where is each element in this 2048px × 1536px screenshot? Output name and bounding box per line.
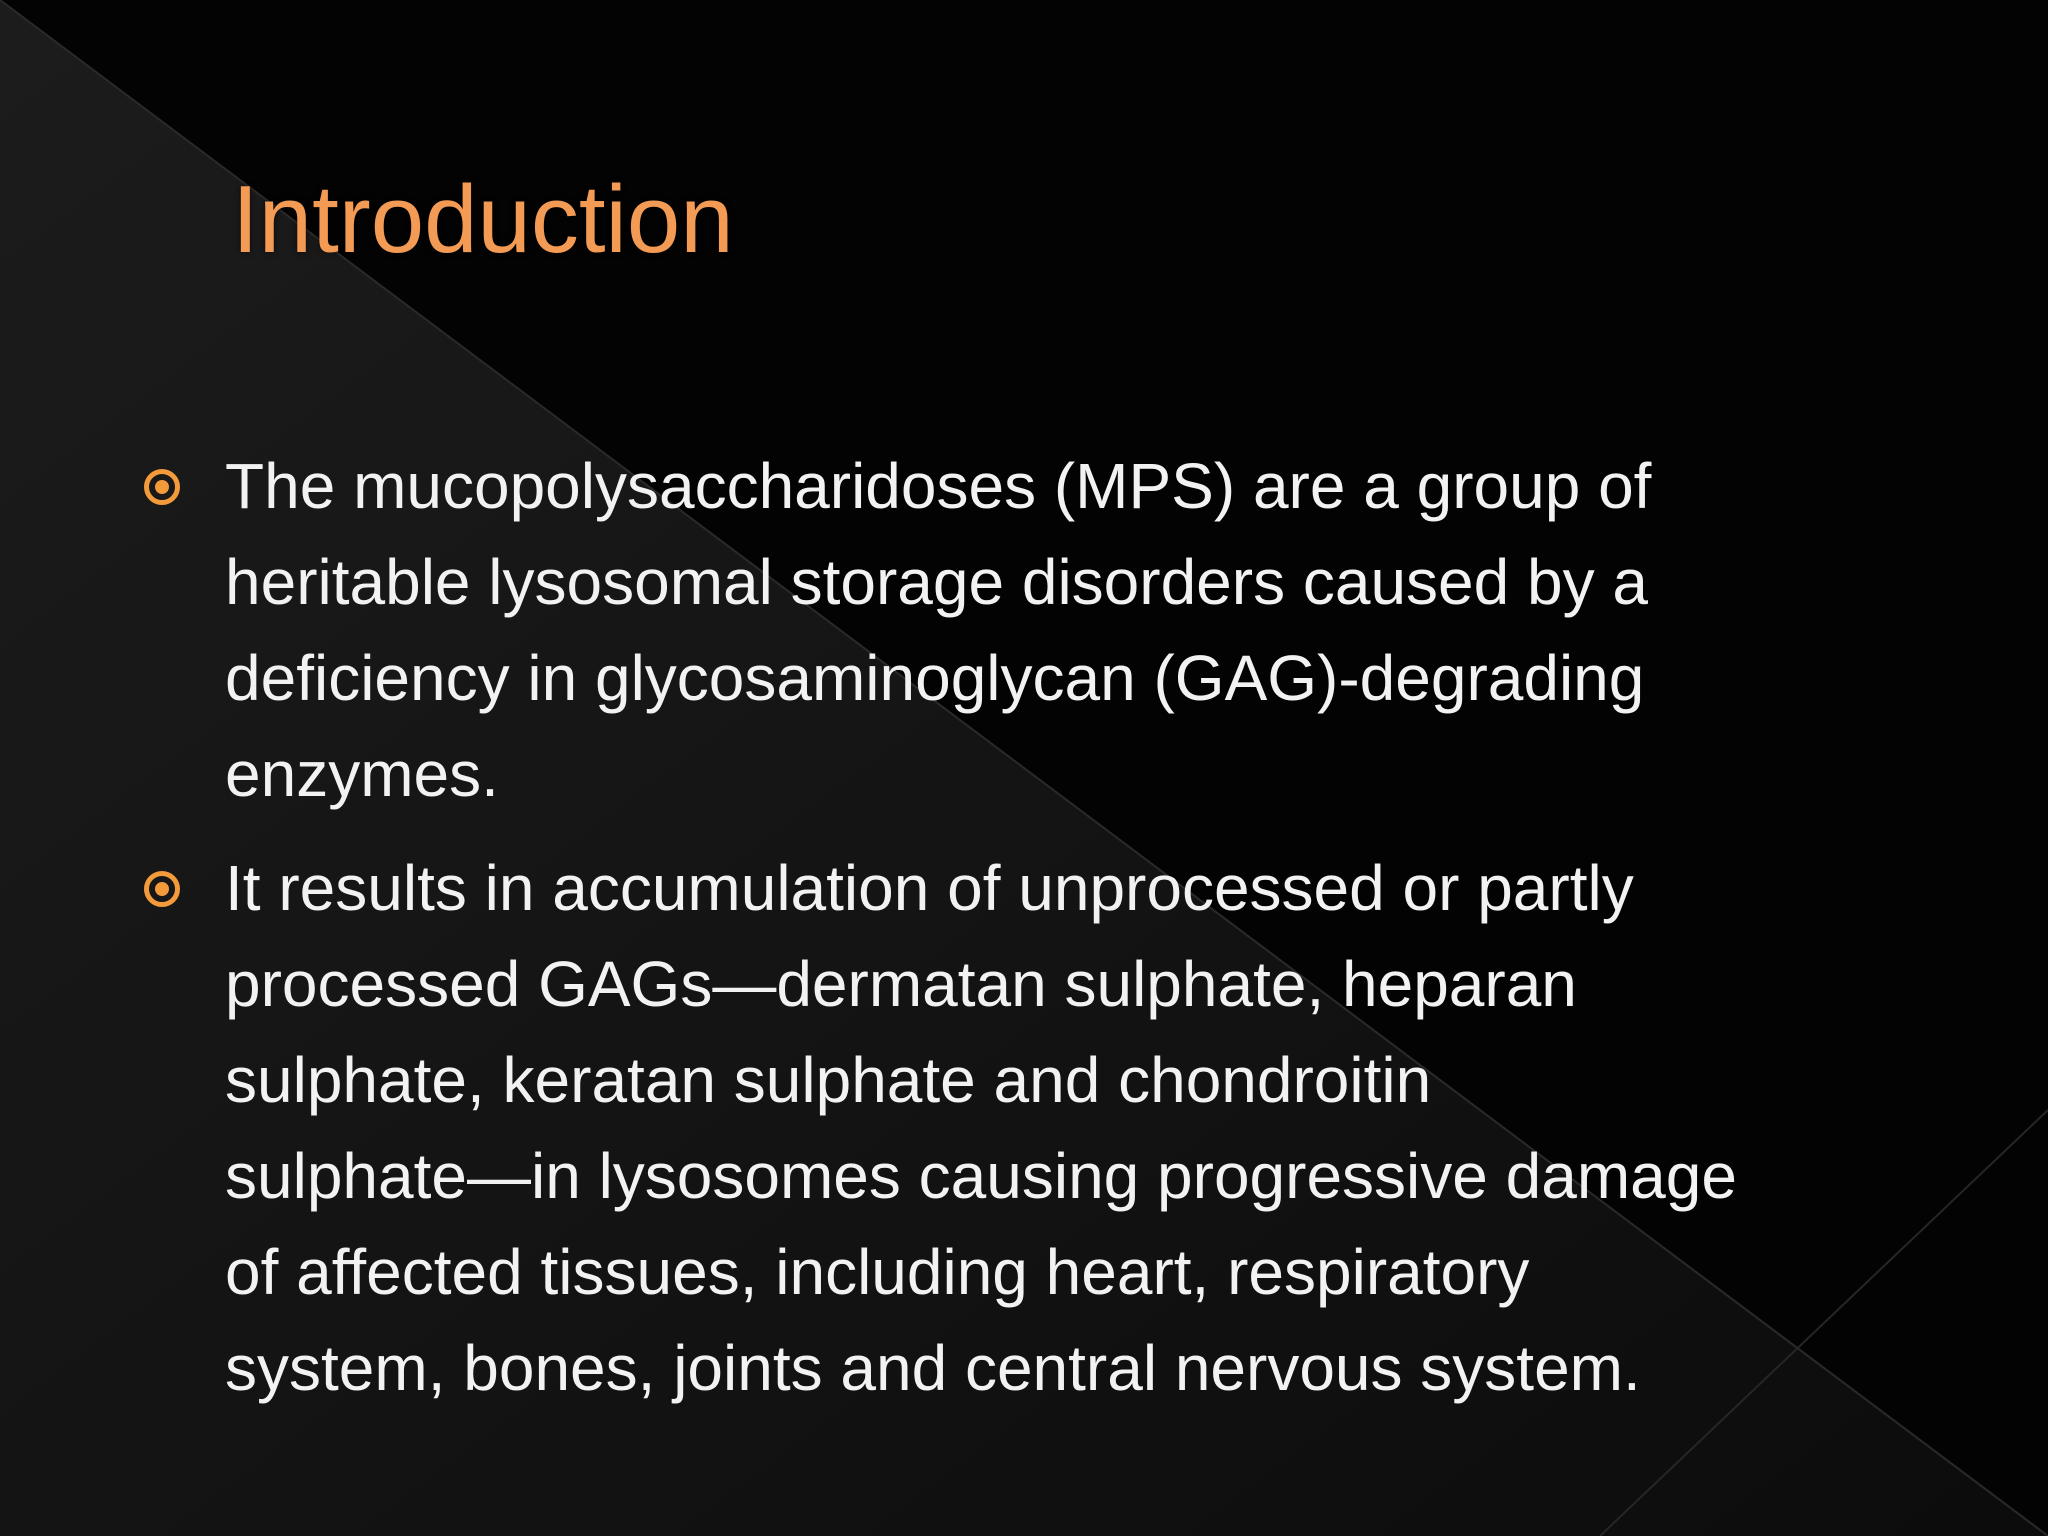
bullet-list [140,438,1960,1434]
bullet-text: The mucopolysaccharidoses (MPS) are a group of heritable lysosomal storage disorders caused by a deficiency in glycosaminoglycan (GAG)-degrading enzymes. [225,450,1652,810]
bullet-item [140,840,1960,1416]
bullet-item [140,438,1960,822]
slide-title: Introduction [232,166,734,273]
circle-bullet-icon [144,871,180,907]
circle-bullet-icon [144,469,180,505]
bullet-text: It results in accumulation of unprocessed or partly processed GAGs—dermatan sulphate, heparan sulphate, keratan sulphate and chondroitin sulphate—in lysosomes causing progressive damage of affected tissues, including heart, respiratory system, bones, joints and central nervous system. [225,852,1737,1404]
